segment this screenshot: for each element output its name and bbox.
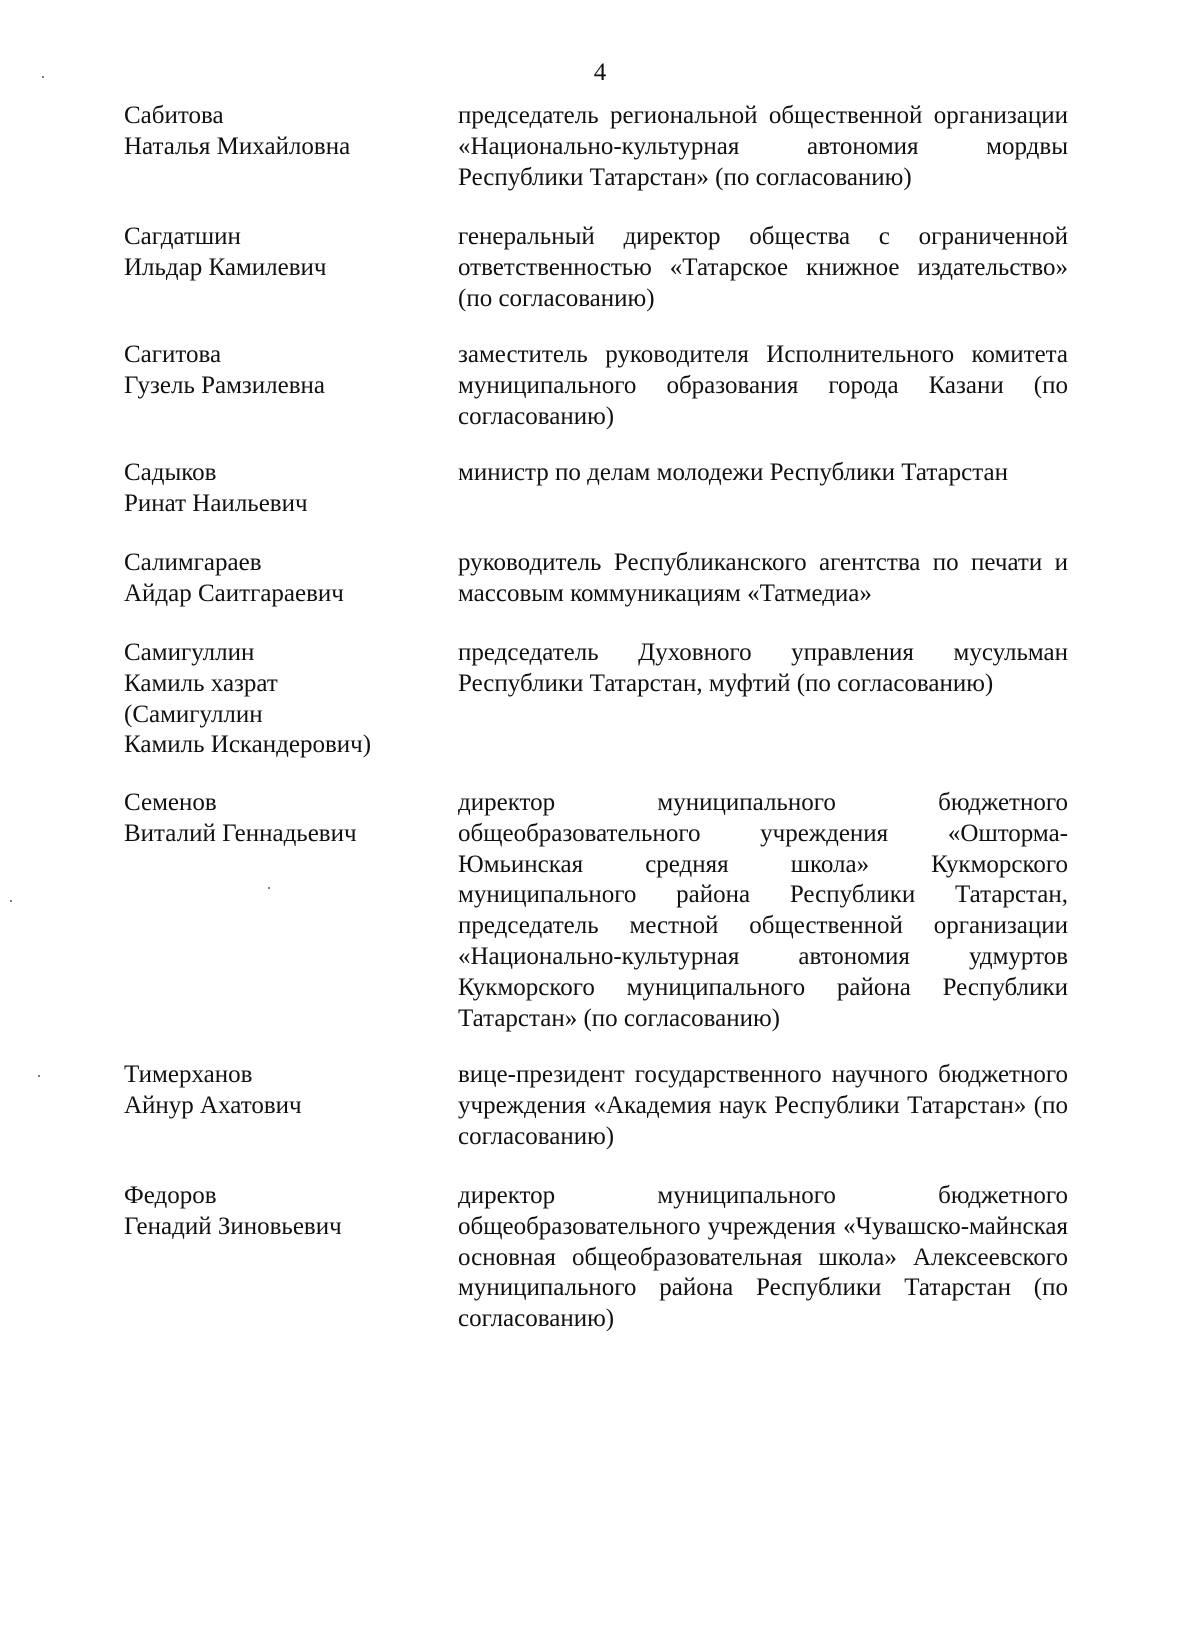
given-names: Камиль хазрат: [124, 669, 278, 697]
list-item: [124, 638, 1068, 788]
surname: Сагдатшин: [124, 223, 241, 250]
given-names: Наталья Михайловна: [124, 132, 351, 160]
alt-name-line: Камиль Искандерович): [124, 731, 372, 759]
surname: Садыков: [124, 459, 217, 486]
surname: Самигуллин: [124, 639, 255, 666]
position-description: директор муниципального бюджетного общеобразовательного учреждения «Чувашско-майнская основная общеобразовательная школа» Алексеевского муниципального района Республики Татарстан (по согласованию): [458, 1182, 1068, 1333]
list-item: [124, 548, 1068, 638]
person-name: [124, 222, 454, 284]
position-description: заместитель руководителя Исполнительного комитета муниципального образования города Казани (по согласованию): [458, 341, 1068, 430]
person-name: [124, 548, 454, 610]
position-description: вице-президент государственного научного бюджетного учреждения «Академия наук Республики Татарстан» (по согласованию): [458, 1061, 1068, 1150]
given-names: Генадий Зиновьевич: [124, 1212, 342, 1240]
given-names: Гузель Рамзилевна: [124, 371, 326, 399]
person-name: [124, 458, 454, 520]
list-item: [124, 788, 1068, 1060]
position-description: генеральный директор общества с ограниченной ответственностью «Татарское книжное издательство» (по согласованию): [458, 223, 1068, 312]
scan-speck: [38, 1075, 40, 1077]
given-names: Айнур Ахатович: [124, 1091, 302, 1119]
scan-speck: [42, 76, 44, 78]
surname: Тимерханов: [124, 1061, 253, 1088]
position-description: директор муниципального бюджетного общеобразовательного учреждения «Ошторма-Юмьинская средняя школа» Кукморского муниципального района Республики Татарстан, председатель местной общественной организации «Национально-культурная автономия удмуртов Кукморского муниципального района Республики Татарстан» (по согласованию): [458, 789, 1068, 1032]
person-name: [124, 340, 454, 402]
surname: Сабитова: [124, 102, 224, 129]
position-description: руководитель Республиканского агентства по печати и массовым коммуникациям «Татмедиа»: [458, 549, 1068, 607]
page-number: 4: [593, 59, 607, 86]
surname: Салимгараев: [124, 549, 262, 576]
person-name: [124, 638, 454, 761]
given-names: Виталий Геннадьевич: [124, 819, 357, 847]
person-name: [124, 1181, 454, 1243]
given-names: Айдар Саитгараевич: [124, 579, 344, 607]
list-item: [124, 222, 1068, 340]
list-item: [124, 1060, 1068, 1181]
position-description: министр по делам молодежи Республики Татарстан: [458, 459, 1008, 486]
members-list: [124, 101, 1068, 1331]
surname: Семенов: [124, 789, 217, 816]
alt-name-line: (Самигуллин: [124, 700, 263, 728]
given-names: Ринат Наильевич: [124, 489, 308, 517]
list-item: [124, 458, 1068, 548]
surname: Сагитова: [124, 341, 222, 368]
position-description: председатель Духовного управления мусульман Республики Татарстан, муфтий (по согласованию): [458, 639, 1068, 697]
person-name: [124, 101, 454, 163]
list-item: [124, 1181, 1068, 1331]
list-item: [124, 340, 1068, 458]
person-name: [124, 1060, 454, 1122]
surname: Федоров: [124, 1182, 217, 1209]
scan-speck: [10, 900, 12, 902]
scan-speck: [268, 887, 270, 889]
given-names: Ильдар Камилевич: [124, 253, 327, 281]
position-description: председатель региональной общественной организации «Национально-культурная автономия мордвы Республики Татарстан» (по согласованию): [458, 102, 1068, 191]
person-name: [124, 788, 454, 850]
list-item: [124, 101, 1068, 222]
